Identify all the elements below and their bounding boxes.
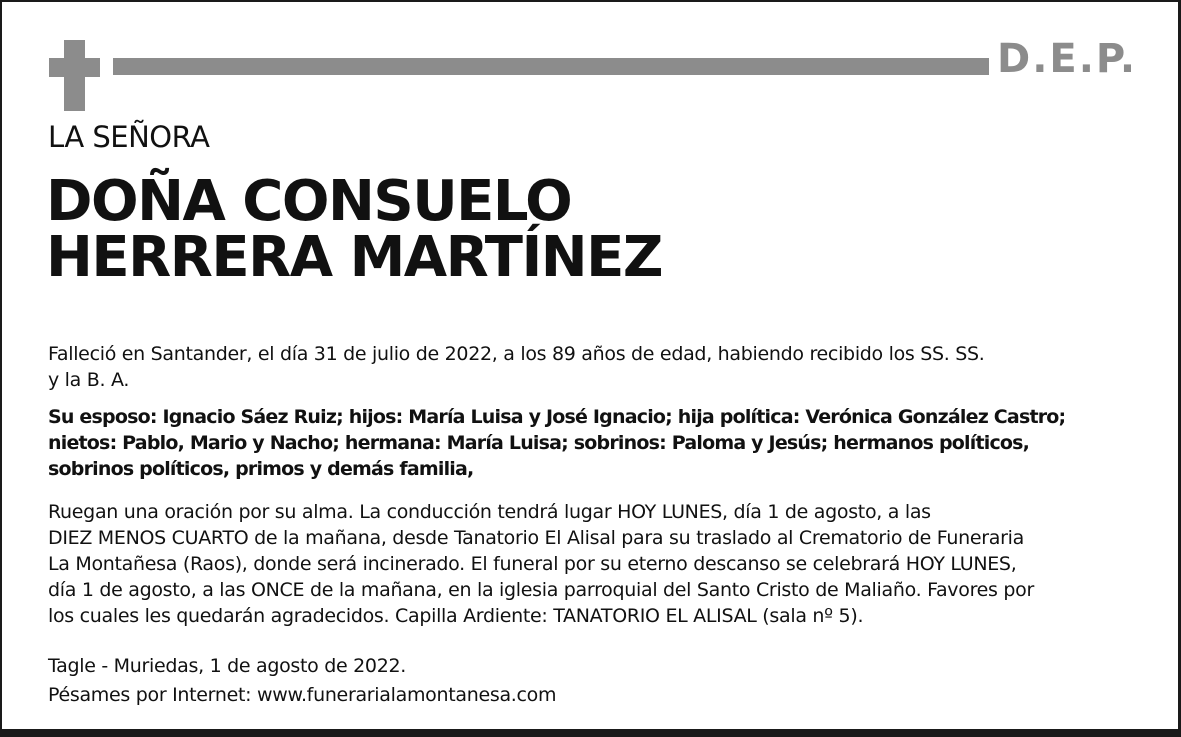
service-line: los cuales les quedarán agradecidos. Capilla Ardiente: TANATORIO EL ALISAL (sala nº 5). — [48, 605, 864, 627]
title-prefix: LA SEÑORA — [48, 120, 210, 154]
family-line: Su esposo: Ignacio Sáez Ruiz; hijos: María Luisa y José Ignacio; hija política: Verónica González Castro; — [48, 406, 1066, 428]
deceased-name-line-2: HERRERA MARTÍNEZ — [46, 225, 663, 290]
header-rule — [113, 58, 989, 75]
condolences-website: Pésames por Internet: www.funerarialamontanesa.com — [48, 684, 557, 706]
service-line: Ruegan una oración por su alma. La conducción tendrá lugar HOY LUNES, día 1 de agosto, a las — [48, 501, 931, 523]
death-notice-line: y la B. A. — [48, 369, 130, 391]
place-date: Tagle - Muriedas, 1 de agosto de 2022. — [48, 655, 407, 677]
cross-horizontal-bar — [49, 58, 100, 77]
service-line: día 1 de agosto, a las ONCE de la mañana, en la iglesia parroquial del Santo Cristo de Maliaño. Favores por — [48, 579, 1034, 601]
death-notice-line: Falleció en Santander, el día 31 de julio de 2022, a los 89 años de edad, habiendo recibido los SS. SS. — [48, 343, 985, 365]
family-line: nietos: Pablo, Mario y Nacho; hermana: María Luisa; sobrinos: Paloma y Jesús; hermanos políticos, — [48, 432, 1030, 454]
service-line: DIEZ MENOS CUARTO de la mañana, desde Tanatorio El Alisal para su traslado al Crematorio de Funeraria — [48, 527, 1024, 549]
deceased-name-line-1: DOÑA CONSUELO — [46, 169, 572, 234]
service-line: La Montañesa (Raos), donde será incinerado. El funeral por su eterno descanso se celebrará HOY LUNES, — [48, 553, 1017, 575]
death-notice — [48, 341, 1148, 393]
family-list — [48, 404, 1148, 482]
dep-label: D.E.P. — [997, 36, 1138, 82]
family-line: sobrinos políticos, primos y demás familia, — [48, 458, 474, 480]
service-details — [48, 499, 1148, 629]
